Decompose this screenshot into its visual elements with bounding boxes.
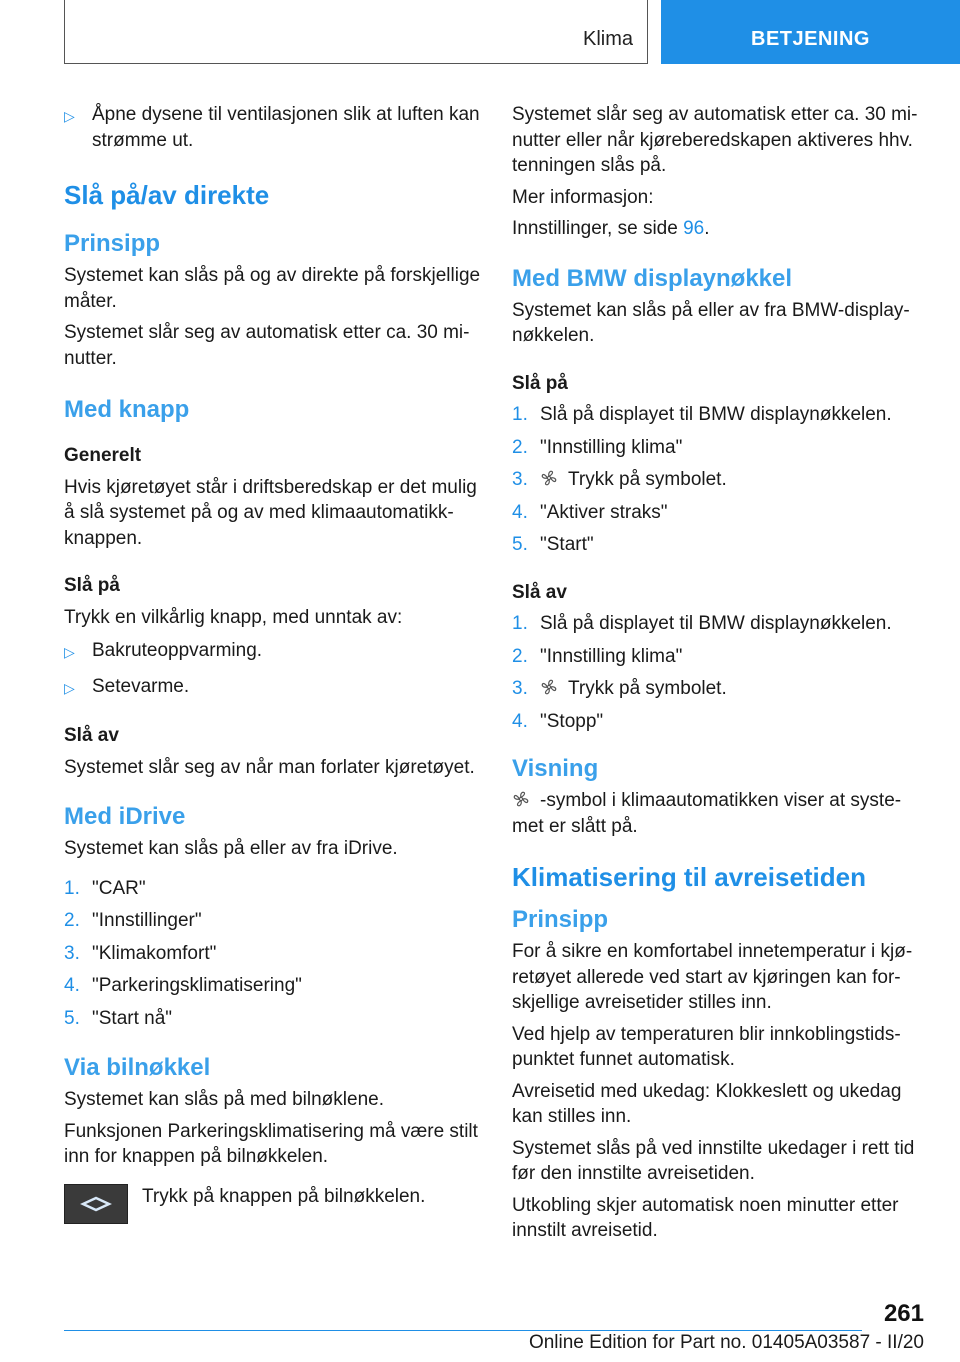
paragraph: Trykk en vilkårlig knapp, med unntak av: [64,606,403,628]
paragraph: Utkobling skjer automatisk noen minutter etter innstilt avreisetid. [512,1194,899,1241]
list-item: 3. Trykk på symbolet. [512,469,727,490]
footer-divider [64,1330,862,1331]
list-item: 4. "Stopp" [512,710,604,732]
heading-idrive: Med iDrive [64,803,186,830]
list-item: 3. Trykk på symbolet. [512,678,727,699]
display-off-steps [512,611,922,734]
page-number: 261 [883,1300,924,1327]
paragraph: For å sikre en komfortabel innetemperatur i kjø‐retøyet allerede ved start av kjøringen kan for‐skjellige avreisetider stilles inn. [512,941,913,1013]
paragraph: Funksjonen Parkeringsklimatisering må være stilt inn for knappen på bilnøkkelen. [64,1120,478,1167]
heading-knapp: Med knapp [64,396,190,423]
paragraph: Systemet kan slås på eller av fra iDrive. [64,838,398,859]
fan-symbol-icon [512,790,530,808]
heading-direct: Slå på/av direkte [64,180,270,210]
display-on-steps [512,402,922,558]
paragraph: Systemet slås på ved innstilte ukedager i rett tid før den innstilte avreisetiden. [512,1137,915,1184]
list-item: 5. "Start" [512,534,594,555]
triangle-bullet-icon: ▷ [64,679,75,696]
list-item: 2. "Innstilling klima" [512,436,683,458]
left-column [64,102,482,1224]
heading-prinsipp: Prinsipp [64,230,161,257]
paragraph: Ved hjelp av temperaturen blir innkoblingstids‐punktet funnet automatisk. [512,1023,901,1070]
paragraph: -symbol i klimaautomatikken viser at syste‐met er slått på. [512,790,902,837]
heading-visning: Visning [512,755,599,782]
paragraph: Avreisetid med ukedag: Klokkeslett og ukedag kan stilles inn. [512,1080,902,1127]
idrive-steps-list [64,876,482,1032]
paragraph: Systemet kan slås på eller av fra BMW-display‐nøkkelen. [512,299,910,346]
page-link[interactable]: 96 [683,218,705,239]
fan-symbol-icon [540,469,558,487]
paragraph: Systemet slår seg av når man forlater kjøretøyet. [64,756,475,778]
list-item: 3. "Klimakomfort" [64,942,217,964]
list-item: 4. "Aktiver straks" [512,501,668,523]
heading-sla-av: Slå av [512,581,567,603]
paragraph: Systemet slår seg av automatisk etter ca. 30 mi‐nutter. [64,322,470,369]
paragraph: Systemet kan slås på med bilnøklene. [64,1089,384,1110]
list-item: 2. "Innstillinger" [64,910,202,931]
paragraph: Hvis kjøretøyet står i driftsberedskap er det mulig å slå systemet på og av med klimaautomatikk‐knappen. [64,476,477,549]
list-item: 1. Slå på displayet til BMW displaynøkkelen. [512,404,892,425]
car-key-button-icon [64,1184,128,1224]
key-button-row: Trykk på knappen på bilnøkkelen. [64,1184,482,1224]
footer-edition: Online Edition for Part no. 01405A03587 - II/20 [528,1332,924,1353]
header-section-title: Klima [582,28,633,50]
header-section-box [64,0,648,64]
list-item: 1. "CAR" [64,877,146,899]
header-chapter-title: BETJENING [751,28,870,50]
header-chapter-box [661,0,960,64]
paragraph: Systemet slår seg av automatisk etter ca. 30 mi‐nutter eller når kjøreberedskapen aktiveres hhv. tenningen slås på. [512,104,918,176]
fan-symbol-icon [540,678,558,696]
bullet-item: ▷ Åpne dysene til ventilasjonen slik at luften kan strømme ut. [64,102,482,153]
triangle-bullet-icon: ▷ [64,108,75,124]
heading-sla-pa: Slå på [64,575,120,596]
bullet-item: ▷ Bakruteoppvarming. [64,638,482,666]
list-item: 2. "Innstilling klima" [512,645,683,667]
heading-sla-av: Slå av [64,725,119,746]
heading-avreisetid: Klimatisering til avreisetiden [512,862,867,892]
bullet-item: ▷ Setevarme. [64,674,482,702]
heading-sla-pa: Slå på [512,372,568,394]
list-item: 4. "Parkeringsklimatisering" [64,975,302,996]
heading-prinsipp: Prinsipp [512,906,609,933]
list-item: 5. "Start nå" [64,1007,173,1029]
heading-bilnokkel: Via bilnøkkel [64,1054,211,1081]
heading-generelt: Generelt [64,445,142,466]
right-column [512,102,922,1250]
heading-display-key: Med BMW displaynøkkel [512,264,793,292]
paragraph: Systemet kan slås på og av direkte på forskjellige måter. [64,265,481,312]
paragraph: Innstillinger, se side 96. [512,218,710,239]
list-item: 1. Slå på displayet til BMW displaynøkkelen. [512,613,892,634]
triangle-bullet-icon: ▷ [64,644,75,660]
paragraph: Mer informasjon: [512,186,654,208]
